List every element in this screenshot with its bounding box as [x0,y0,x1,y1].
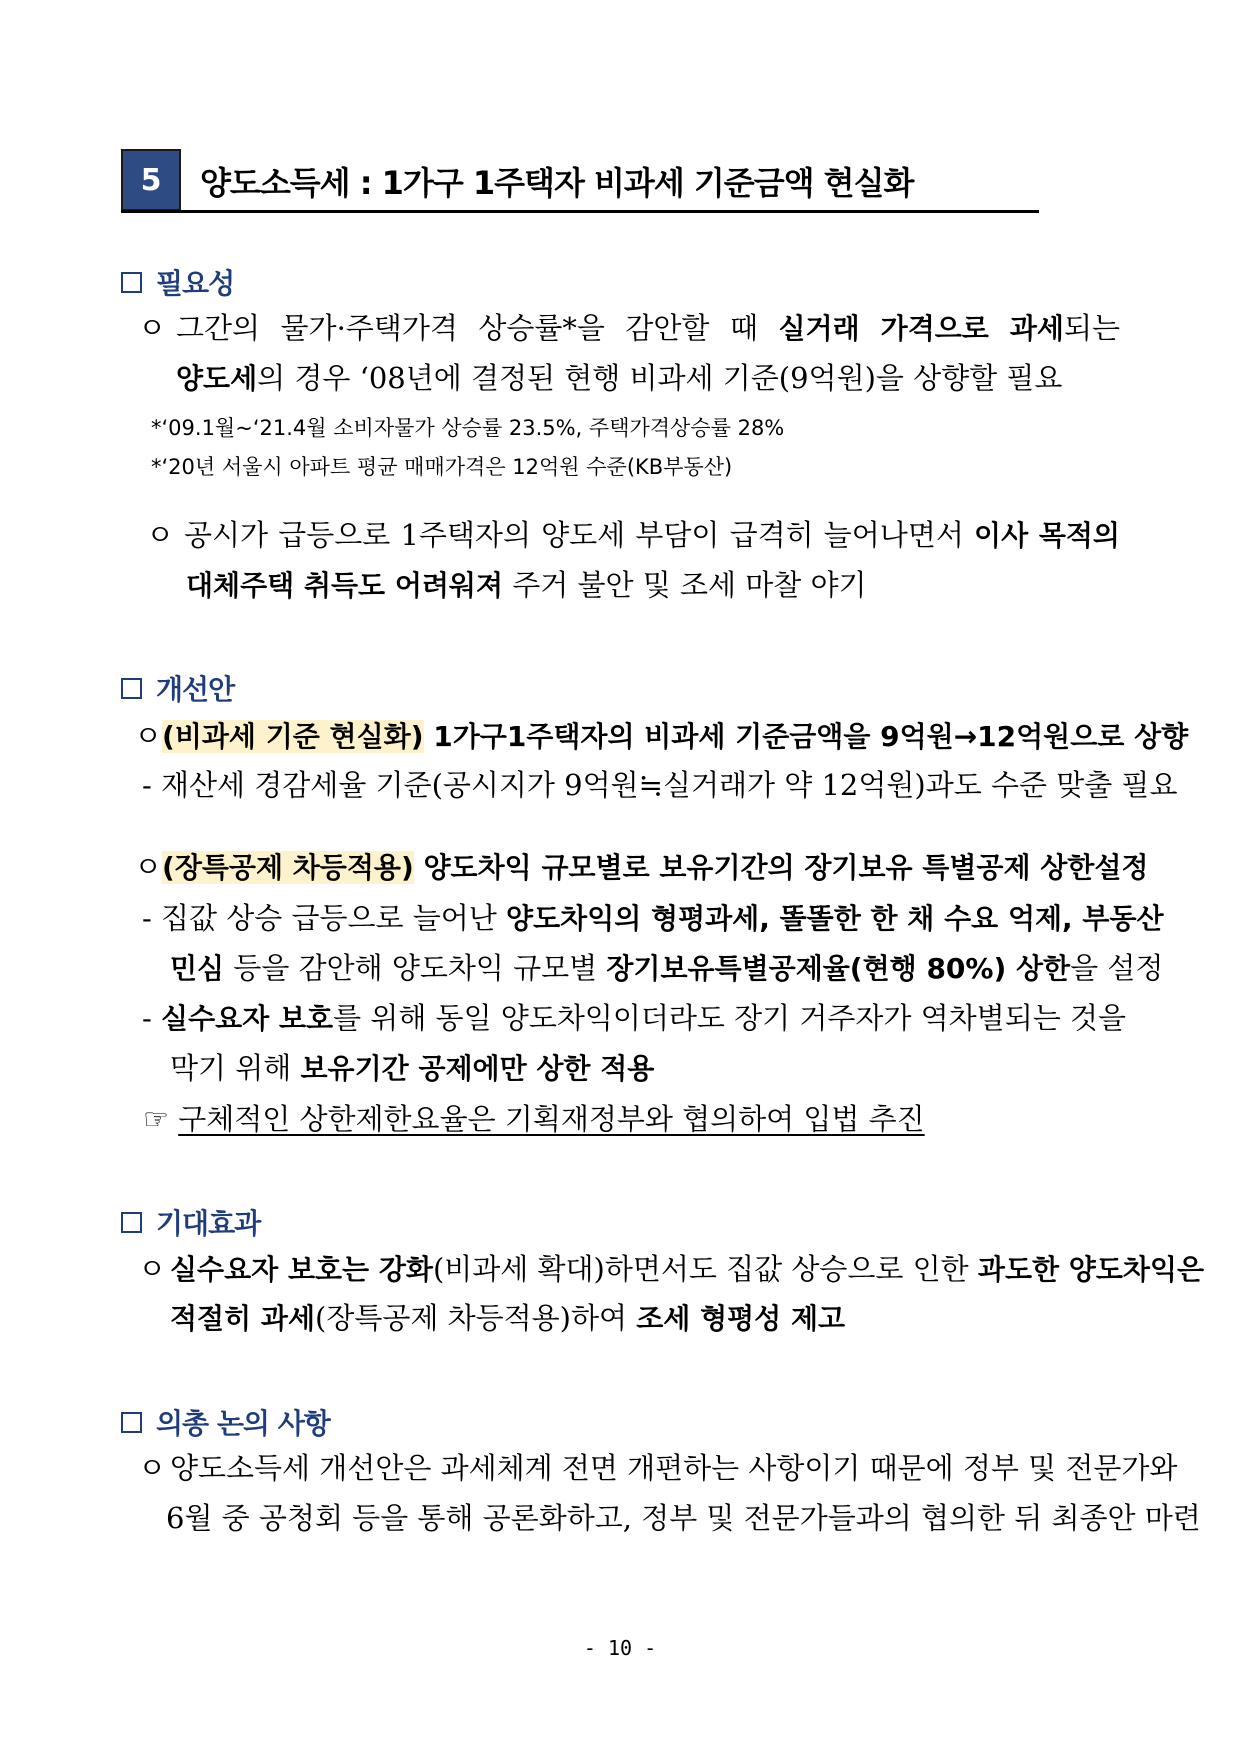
section-heading-label: 필요성 [156,267,235,300]
section-number-badge: 5 [121,149,181,211]
paragraph-line: 6월 중 공청회 등을 통해 공론화하고, 정부 및 전문가들과의 협의한 뒤 최종안 마련 [166,1501,1201,1535]
section-heading-label: 기대효과 [156,1207,261,1240]
pointer-note: ☞ 구체적인 상한제한요율은 기획재정부와 협의하여 입법 추진 [143,1102,925,1136]
paragraph-line: 양도소득세 개선안은 과세체계 전면 개편하는 사항이기 때문에 정부 및 전문가와 [170,1451,1178,1485]
bullet-marker: ㅇ [138,1252,167,1286]
paragraph-line: ㅇ(비과세 기준 현실화) 1가구1주택자의 비과세 기준금액을 9억원→12억원으로 상향 [134,719,1189,753]
title-underline [121,210,1039,213]
paragraph-line: 실수요자 보호는 강화(비과세 확대)하면서도 집값 상승으로 인한 과도한 양도차익은 [170,1252,1205,1286]
paragraph-line: 적절히 과세(장특공제 차등적용)하여 조세 형평성 제고 [170,1301,846,1335]
paragraph-line: 민심 등을 감안해 양도차익 규모별 장기보유특별공제율(현행 80%) 상한을 설정 [170,951,1164,985]
section-heading-label: 의총 논의 사항 [156,1407,330,1440]
paragraph-line: ㅇ(장특공제 차등적용) 양도차익 규모별로 보유기간의 장기보유 특별공제 상한설정 [134,850,1149,884]
checkbox-square-icon [121,1212,142,1233]
paragraph-line: - 재산세 경감세율 기준(공시지가 9억원≒실거래가 약 12억원)과도 수준 맞출 필요 [142,768,1178,802]
section-heading-need [121,262,234,302]
checkbox-square-icon [121,678,142,699]
footnote: *‘09.1월~‘21.4월 소비자물가 상승률 23.5%, 주택가격상승률 28% [151,416,785,440]
section-heading-discuss [121,1402,330,1442]
paragraph-line: 그간의 물가·주택가격 상승률*을 감안할 때 실거래 가격으로 과세되는 [176,311,1120,345]
paragraph-line: 막기 위해 보유기간 공제에만 상한 적용 [170,1051,655,1085]
paragraph-line: - 실수요자 보호를 위해 동일 양도차익이더라도 장기 거주자가 역차별되는 것을 [142,1001,1126,1035]
bullet-marker: ㅇ [138,1451,167,1485]
checkbox-square-icon [121,1412,142,1433]
page-title: 양도소득세 : 1가구 1주택자 비과세 기준금액 현실화 [200,164,914,202]
section-heading-effect [121,1202,260,1242]
paragraph-line: 공시가 급등으로 1주택자의 양도세 부담이 급격히 늘어나면서 이사 목적의 [184,518,1120,552]
paragraph-line: - 집값 상승 급등으로 늘어난 양도차익의 형평과세, 똘똘한 한 채 수요 억제, 부동산 [142,901,1164,935]
paragraph-line: 대체주택 취득도 어려워져 주거 불안 및 조세 마찰 야기 [186,568,867,602]
checkbox-square-icon [121,272,142,293]
bullet-marker: ㅇ [138,311,167,345]
paragraph-line: 양도세의 경우 ‘08년에 결정된 현행 비과세 기준(9억원)을 상향할 필요 [176,361,1063,395]
pointing-hand-icon: ☞ [143,1102,169,1136]
footnote: *‘20년 서울시 아파트 평균 매매가격은 12억원 수준(KB부동산) [151,455,733,479]
section-heading-label: 개선안 [156,673,235,706]
bullet-marker: ㅇ [146,518,175,552]
page-number: - 10 - [583,1636,657,1660]
section-heading-plan [121,668,234,708]
